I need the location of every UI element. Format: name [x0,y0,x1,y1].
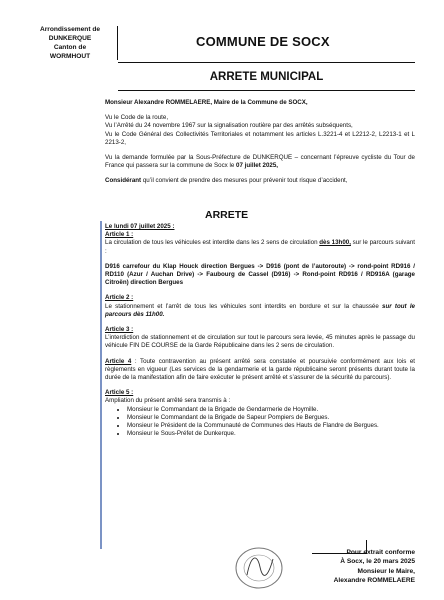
signature-block [290,548,415,585]
article-text: sur le parcours suivant : [105,239,415,255]
handwritten-signature [247,558,273,575]
considerant-text: qu’il convient de prendre des mesures pour prévenir tout risque d’accident, [141,177,348,185]
article-4-text [105,358,415,383]
list-item: • Monsieur le Sous-Préfet de Dunkerque. [127,430,415,438]
admin-line: DUNKERQUE [48,35,92,42]
article-text: La circulation de tous les véhicules est interdite dans les 2 sens de circulation [105,239,320,247]
administrative-block [26,25,114,61]
vu-text: Vu la demande formulée par la Sous-Préfecture de DUNKERQUE – concernant l’épreuve cycliste du Tour de France qui passera sur la commune de Socx le [105,154,415,170]
articles-section [105,223,415,438]
header-divider-vertical [117,26,118,60]
article-3-text: L’interdiction de stationnement et de circulation sur tout le parcours sera levée, 45 minutes après le passage du véhicule FIN DE COURSE de la Garde Républicaine dans les 2 sens de circulation. [105,334,415,350]
parking-time: sur tout le parcours dès 11h00. [105,302,415,318]
article-1-title: Article 1 : [105,231,134,239]
signature-line: Pour extrait conforme [346,549,415,556]
document-title: ARRETE MUNICIPAL [209,71,324,83]
admin-line: WORMHOUT [49,53,91,60]
list-item: • Monsieur le Commandant de la Brigade de Gendarmerie de Hoymille. [127,406,415,414]
article-3-title: Article 3 : [105,326,134,334]
admin-line: Canton de [53,44,87,51]
commune-title: COMMUNE DE SOCX [196,34,330,49]
article-text: Le stationnement et l’arrêt de tous les véhicules sont interdits en bordure et sur la chaussée [105,302,383,310]
signature-line: Monsieur le Maire, [357,567,415,575]
signature-line: Alexandre ROMMELAERE [333,576,415,584]
article-1-text [105,239,415,255]
article-4-title: Article 4 [105,357,132,365]
recipient-list [105,406,415,439]
vu-line: Vu l’Arrêté du 24 novembre 1967 sur la signalisation routière par des arrêtés subséquents, [105,122,353,130]
route-description: D916 carrefour du Klap Houck direction Bergues -> D916 (pont de l’autoroute) -> rond-point RD916 / RD110 (Azur / Auchan Drive) -> Faubourg de Cassel (D916) -> Rond-point RD916 / RD916A (garage Citroën) direction Bergues [105,262,415,287]
article-2-text [105,303,415,319]
considerant-label: Considérant [105,177,142,185]
article-5-text: Ampliation du présent arrêté sera transmis à : [105,397,231,405]
intro-section [105,99,415,186]
list-item: • Monsieur le Président de la Communauté de Communes des Hauts de Flandre de Bergues. [127,422,415,430]
margin-bar [100,221,102,549]
admin-line: Arrondissement de [39,26,101,33]
mayor-line: Monsieur Alexandre ROMMELAERE, Maire de la Commune de SOCX, [105,99,308,106]
vu-line: Vu le Code Général des Collectivités Territoriales et notamment les articles L.3221-4 et L2212-2, L2213-1 et L 2213-2, [105,130,415,146]
article-2-title: Article 2 : [105,294,134,302]
article-5-title: Article 5 : [105,389,134,397]
list-item: • Monsieur le Commandant de la Brigade de Sapeur Pompiers de Bergues. [127,414,415,422]
date-line: Le lundi 07 juillet 2025 : [105,223,175,230]
signature-line: À Socx, le 20 mars 2025 [340,558,415,566]
considerant-line [105,177,415,185]
start-time: dès 13h00, [319,239,351,247]
header-rule-bottom [118,90,415,91]
header-rule-top [118,62,415,63]
town-hall-stamp [233,545,285,591]
vu-line [105,154,415,170]
vu-line: Vu le Code de la route, [105,114,169,122]
arrete-heading: ARRETE [205,209,249,221]
event-date: 07 juillet 2025, [236,162,278,170]
article-text: : Toute contravention au présent arrêté sera constatée et poursuivie conformément aux lois et règlements en vigueur (Les services de la gendarmerie et la garde républicaine seront présents durant toute la durée de la manifestation afin de faire exécuter le présent arrêté et s’assurer de la sécurité du parcours). [105,357,416,382]
